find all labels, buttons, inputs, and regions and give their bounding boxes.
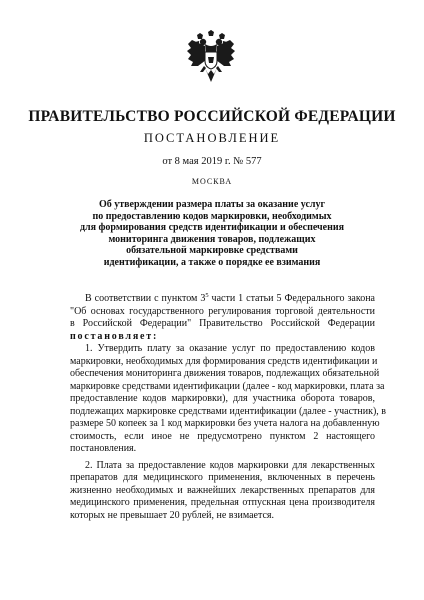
document-type: ПОСТАНОВЛЕНИЕ xyxy=(143,131,281,145)
paragraph-line: подлежащих маркировке средствами идентификации (далее - участник), в xyxy=(70,405,387,417)
title-line: для формирования средств идентификации и обеспечения xyxy=(79,222,345,233)
paragraph-line: которых не превышает 20 рублей, не взимается. xyxy=(70,509,274,521)
paragraph-line: предоставление кодов маркировки), для участника оборота товаров, xyxy=(70,393,375,404)
title-line: Об утверждении размера платы за оказание услуг xyxy=(98,199,326,210)
paragraph-line: обеспечения мониторинга движения товаров, подлежащих обязательной xyxy=(70,368,380,379)
preamble-line: В соответствии с пунктом $3^5$ части 1 статьи 5 Федерального закона xyxy=(85,292,375,304)
title-line: идентификации, а также о порядке ее взимания xyxy=(103,256,321,268)
coat-of-arms-icon xyxy=(186,30,236,86)
document-body xyxy=(70,292,387,522)
title-line: обязательной маркировке средствами xyxy=(126,245,298,256)
paragraph-line: жизненно необходимых и важнейших лекарственных препаратов для xyxy=(70,484,375,496)
city-name: МОСКВА xyxy=(191,177,233,186)
document-title xyxy=(60,199,364,268)
preamble-line: в Российской Федерации" Правительство Российской Федерации xyxy=(70,318,375,329)
decree-word: постановляет: xyxy=(70,330,159,342)
paragraph-line: медицинского применения, предельная отпускная цена производителя xyxy=(70,497,375,508)
paragraph-line: размере 50 копеек за 1 код маркировки без учета налога на добавленную xyxy=(70,418,380,429)
preamble xyxy=(70,293,375,343)
title-line: по предоставлению кодов маркировки, необходимых xyxy=(92,210,332,222)
government-name: ПРАВИТЕЛЬСТВО РОССИЙСКОЙ ФЕДЕРАЦИИ xyxy=(28,108,396,125)
paragraph-line: 1. Утвердить плату за оказание услуг по предоставлению кодов xyxy=(85,343,375,354)
paragraph-1 xyxy=(70,343,387,456)
title-line: мониторинга движения товаров, подлежащих xyxy=(108,233,316,245)
preamble-line: "Об основах государственного регулирования торговой деятельности xyxy=(70,305,375,317)
paragraph-line: маркировке средствами идентификации (далее - код маркировки, плата за xyxy=(70,380,385,392)
date-and-number: от 8 мая 2019 г. № 577 xyxy=(162,156,262,167)
paragraph-line: 2. Плата за предоставление кодов маркировки для лекарственных xyxy=(85,459,375,471)
paragraph-line: маркировки, необходимых для формирования средств идентификации и xyxy=(70,355,378,367)
paragraph-line: постановления. xyxy=(70,443,137,454)
paragraph-2 xyxy=(70,460,375,523)
paragraph-line: препаратов для медицинского применения, включенных в перечень xyxy=(70,472,375,483)
paragraph-line: стоимость, если иное не предусмотрено пунктом 2 настоящего xyxy=(70,430,375,442)
